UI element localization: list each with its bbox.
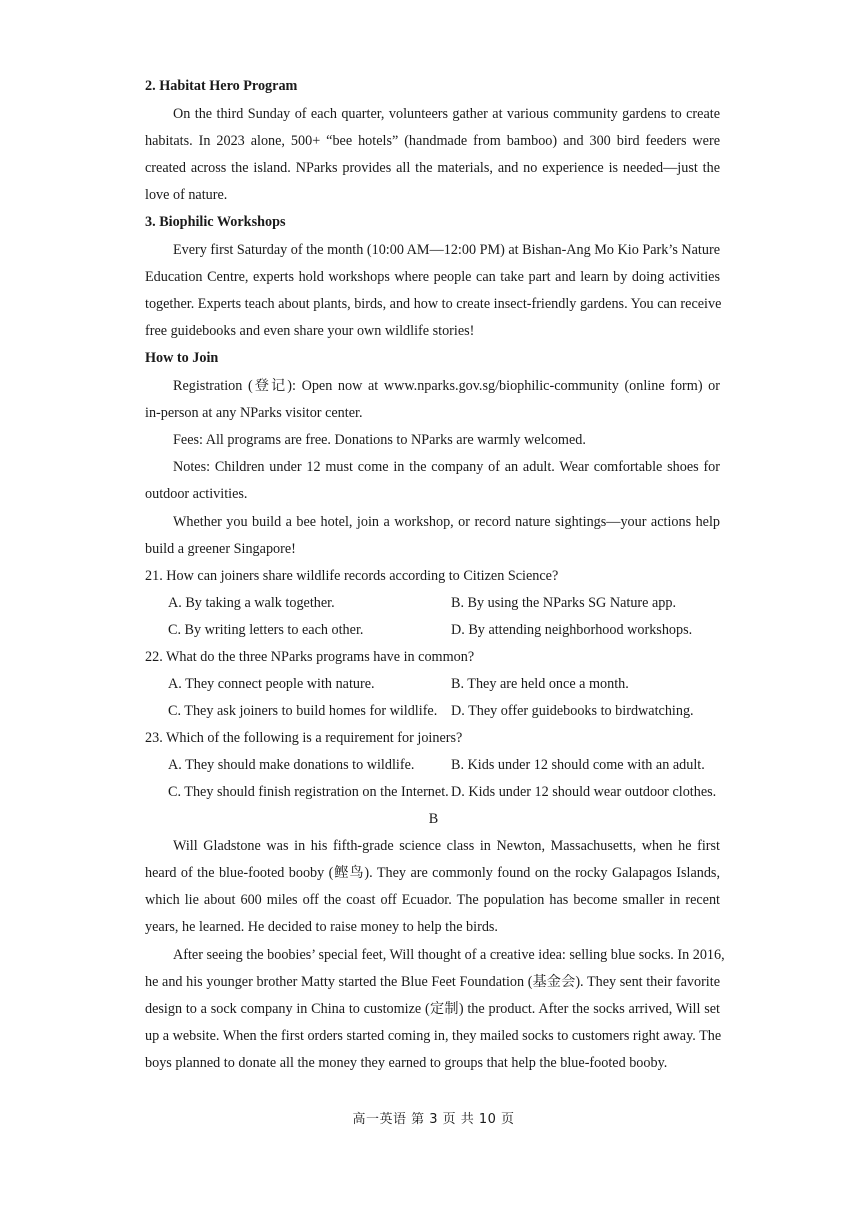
fees-line: Fees: All programs are free. Donations to NParks are warmly welcomed. — [173, 432, 586, 448]
option-b: B. Kids under 12 should come with an adult. — [451, 757, 705, 773]
paragraph-line: years, he learned. He decided to raise money to help the birds. — [145, 919, 498, 935]
paragraph-line: habitats. In 2023 alone, 500+ “bee hotels” (handmade from bamboo) and 300 bird feeders were — [145, 133, 720, 149]
paragraph-line: Education Centre, experts hold workshops where people can take part and learn by doing activities — [145, 269, 720, 285]
closing-line: Whether you build a bee hotel, join a workshop, or record nature sightings—your actions help — [173, 514, 720, 530]
paragraph-line: design to a sock company in China to customize (定制) the product. After the socks arrived, Will set — [145, 1001, 720, 1017]
paragraph-line: he and his younger brother Matty started the Blue Feet Foundation (基金会). They sent their favorite — [145, 974, 720, 990]
question-stem: 22. What do the three NParks programs have in common? — [145, 649, 475, 665]
passage-label: B — [428, 811, 439, 827]
paragraph-line: up a website. When the first orders started coming in, they mailed socks to customers right away. The — [145, 1028, 722, 1044]
closing-line: build a greener Singapore! — [145, 541, 296, 557]
option-a: A. They should make donations to wildlife. — [168, 757, 415, 773]
paragraph-line: created across the island. NParks provides all the materials, and no experience is needed—just the — [145, 160, 720, 176]
question-stem: 23. Which of the following is a requirement for joiners? — [145, 730, 463, 746]
paragraph-line: which lie about 600 miles off the coast off Ecuador. The population has become smaller in recent — [145, 892, 720, 908]
option-a: A. They connect people with nature. — [168, 676, 375, 692]
notes-line: outdoor activities. — [145, 486, 248, 502]
registration-line: in-person at any NParks visitor center. — [145, 405, 363, 421]
option-b: B. They are held once a month. — [451, 676, 629, 692]
option-c: C. They ask joiners to build homes for wildlife. — [168, 703, 438, 719]
option-c: C. By writing letters to each other. — [168, 622, 364, 638]
section-heading-habitat-hero: 2. Habitat Hero Program — [145, 78, 298, 94]
paragraph-line: together. Experts teach about plants, birds, and how to create insect-friendly gardens. You can receive — [145, 296, 722, 312]
paragraph-line: boys planned to donate all the money they earned to groups that help the blue-footed booby. — [145, 1055, 668, 1071]
paragraph-line: heard of the blue-footed booby (鲣鸟). They are commonly found on the rocky Galapagos Islands, — [145, 865, 720, 881]
option-d: D. By attending neighborhood workshops. — [451, 622, 693, 638]
section-heading-biophilic-workshops: 3. Biophilic Workshops — [145, 214, 286, 230]
paragraph-line: free guidebooks and even share your own wildlife stories! — [145, 323, 475, 339]
paragraph-line: Every first Saturday of the month (10:00 AM—12:00 PM) at Bishan-Ang Mo Kio Park’s Nature — [173, 242, 720, 258]
option-b: B. By using the NParks SG Nature app. — [451, 595, 677, 611]
option-d: D. They offer guidebooks to birdwatching. — [451, 703, 694, 719]
paragraph-line: Will Gladstone was in his fifth-grade science class in Newton, Massachusetts, when he first — [173, 838, 720, 854]
question-stem: 21. How can joiners share wildlife records according to Citizen Science? — [145, 568, 559, 584]
page-footer: 高一英语 第 3 页 共 10 页 — [352, 1112, 515, 1127]
registration-line: Registration (登记): Open now at www.nparks.gov.sg/biophilic-community (online form) or — [173, 378, 720, 394]
paragraph-line: love of nature. — [145, 187, 228, 203]
notes-line: Notes: Children under 12 must come in the company of an adult. Wear comfortable shoes for — [173, 459, 720, 475]
section-heading-how-to-join: How to Join — [145, 350, 219, 366]
paragraph-line: After seeing the boobies’ special feet, Will thought of a creative idea: selling blue socks. In 2016, — [173, 947, 725, 963]
paragraph-line: On the third Sunday of each quarter, volunteers gather at various community gardens to create — [173, 106, 720, 122]
option-d: D. Kids under 12 should wear outdoor clothes. — [451, 784, 717, 800]
option-a: A. By taking a walk together. — [168, 595, 335, 611]
option-c: C. They should finish registration on the Internet. — [168, 784, 449, 800]
